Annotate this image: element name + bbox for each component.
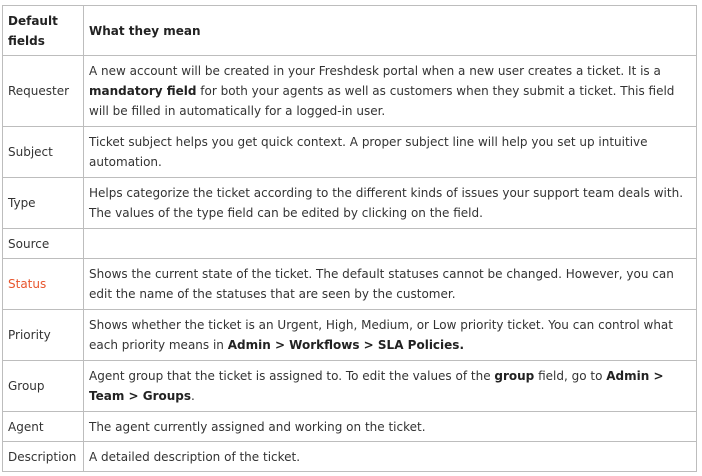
table-row [3,178,697,229]
field-description: Shows the current state of the ticket. The default statuses cannot be changed. However, you can edit the name of the statuses that are seen by the customer. [84,259,697,310]
table-header-row [3,6,697,56]
field-name: Agent [3,412,84,442]
field-name: Subject [3,127,84,178]
table-row [3,259,697,310]
field-description: Helps categorize the ticket according to the different kinds of issues your support team deals with. The values of the type field can be edited by clicking on the field. [84,178,697,229]
table-row [3,412,697,442]
table-row [3,310,697,361]
field-description: A new account will be created in your Freshdesk portal when a new user creates a ticket. It is a mandatory field for both your agents as well as customers when they submit a ticket. This field will be filled in automatically for a logged-in user. [84,56,697,127]
table-row [3,229,697,259]
field-name: Requester [3,56,84,127]
field-description [84,229,697,259]
field-description: Ticket subject helps you get quick context. A proper subject line will help you set up intuitive automation. [84,127,697,178]
field-description: Agent group that the ticket is assigned to. To edit the values of the group field, go to Admin > Team > Groups. [84,361,697,412]
field-name-status-link[interactable]: Status [3,259,84,310]
field-name: Group [3,361,84,412]
table-row [3,56,697,127]
header-what-they-mean: What they mean [84,6,697,56]
field-description: The agent currently assigned and working on the ticket. [84,412,697,442]
table-row [3,127,697,178]
field-name: Source [3,229,84,259]
field-description: A detailed description of the ticket. [84,442,697,472]
field-name: Type [3,178,84,229]
table-row [3,442,697,472]
field-name: Priority [3,310,84,361]
table-row [3,361,697,412]
field-description: Shows whether the ticket is an Urgent, High, Medium, or Low priority ticket. You can control what each priority means in Admin > Workflows > SLA Policies. [84,310,697,361]
field-name: Description [3,442,84,472]
header-default-fields: Default fields [3,6,84,56]
default-fields-table [2,5,697,472]
